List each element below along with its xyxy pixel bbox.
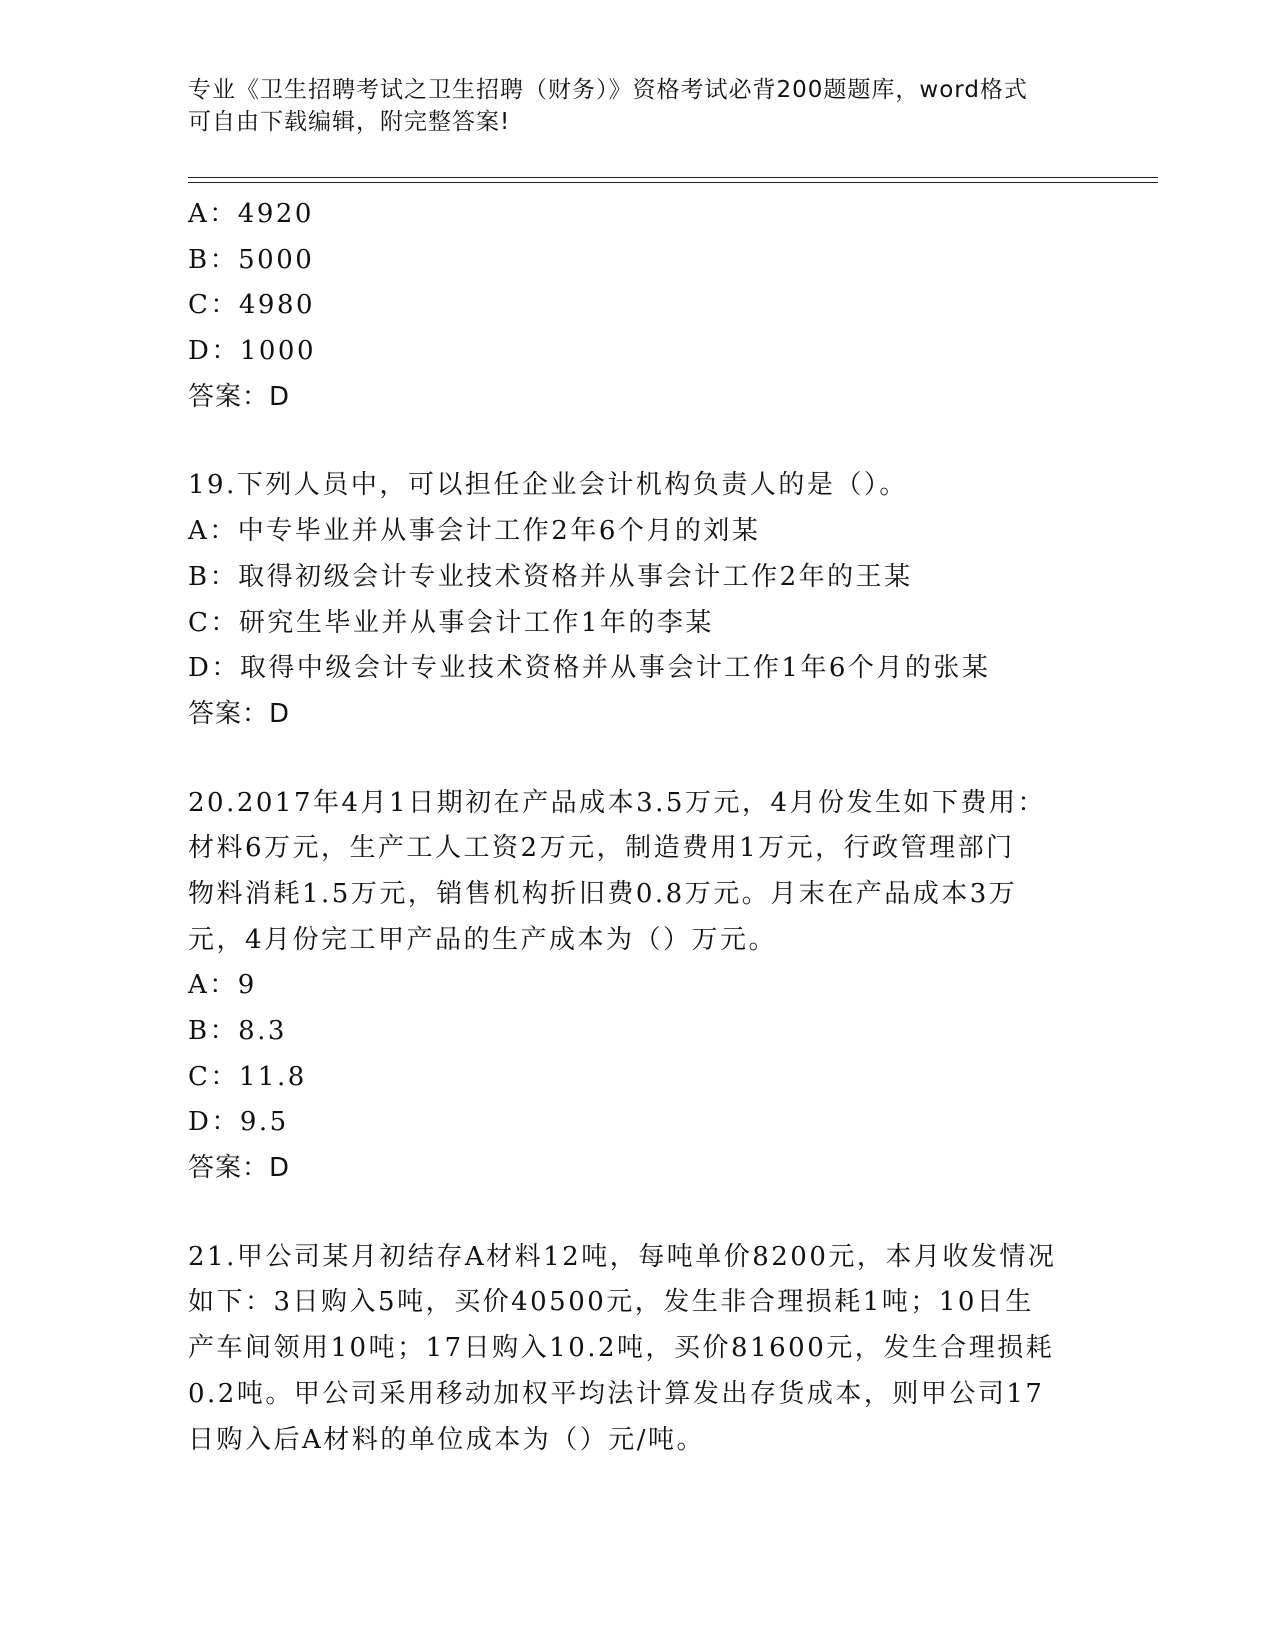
- question-stem: 产车间领用10吨；17日购入10.2吨，买价81600元，发生合理损耗: [188, 1333, 1055, 1364]
- question-stem: 0.2吨。甲公司采用移动加权平均法计算发出存货成本，则甲公司17: [188, 1378, 1045, 1409]
- question-stem: 19.下列人员中，可以担任企业会计机构负责人的是（）。: [188, 470, 908, 501]
- question-stem: 元，4月份完工甲产品的生产成本为（）万元。: [188, 924, 778, 955]
- question-stem: 20.2017年4月1日期初在产品成本3.5万元，4月份发生如下费用：: [188, 787, 1046, 818]
- header-line: 专业《卫生招聘考试之卫生招聘（财务）》资格考试必背200题题库，word格式: [188, 77, 1028, 103]
- option-a: A：中专毕业并从事会计工作2年6个月的刘某: [188, 516, 761, 547]
- question-19: [188, 463, 1088, 737]
- question-list: [188, 192, 1088, 1463]
- option-c: C：研究生毕业并从事会计工作1年的李某: [188, 607, 714, 638]
- option-c: C：11.8: [188, 1061, 307, 1092]
- header-divider: [188, 182, 1158, 183]
- answer: 答案：D: [188, 698, 291, 729]
- question-stem: 如下：3日购入5吨，买价40500元，发生非合理损耗1吨；10日生: [188, 1287, 1034, 1318]
- option-d: D：1000: [188, 336, 317, 367]
- option-d: D：取得中级会计专业技术资格并从事会计工作1年6个月的张某: [188, 653, 991, 684]
- question-18: [188, 192, 1088, 420]
- option-a: A：9: [188, 970, 257, 1001]
- header-line: 可自由下载编辑，附完整答案!: [188, 109, 511, 135]
- option-d: D：9.5: [188, 1107, 289, 1138]
- header-divider: [188, 177, 1158, 178]
- option-b: B：取得初级会计专业技术资格并从事会计工作2年的王某: [188, 561, 913, 592]
- question-stem: 物料消耗1.5万元，销售机构折旧费0.8万元。月末在产品成本3万: [188, 878, 1018, 909]
- option-b: B：8.3: [188, 1016, 287, 1046]
- answer: 答案：D: [188, 1153, 291, 1184]
- question-21: [188, 1235, 1088, 1463]
- answer: 答案：D: [188, 381, 291, 412]
- option-b: B：5000: [188, 244, 315, 275]
- question-20: [188, 781, 1088, 1192]
- option-a: A：4920: [188, 199, 314, 229]
- question-stem: 21.甲公司某月初结存A材料12吨，每吨单价8200元，本月收发情况: [188, 1241, 1057, 1272]
- document-header: [188, 74, 1088, 138]
- question-stem: 材料6万元，生产工人工资2万元，制造费用1万元，行政管理部门: [188, 833, 1015, 864]
- question-stem: 日购入后A材料的单位成本为（）元/吨。: [188, 1424, 706, 1455]
- option-c: C：4980: [188, 290, 316, 321]
